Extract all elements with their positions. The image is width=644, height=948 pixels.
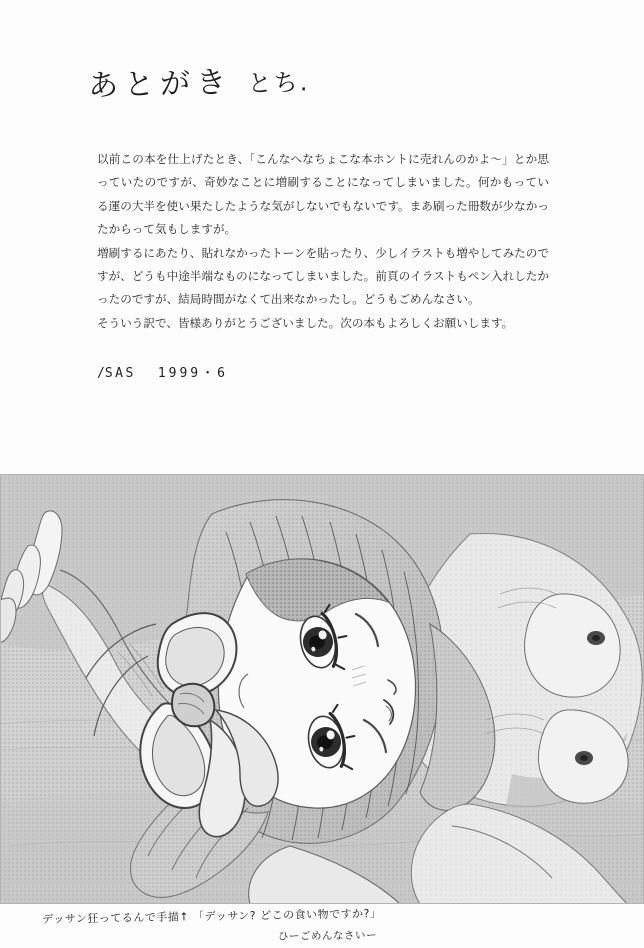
page-title-sub: とち. xyxy=(247,68,310,98)
signature-slash: / xyxy=(97,366,105,381)
signature-circle-name: SAS xyxy=(104,366,136,381)
afterword-paragraph-1: 以前この本を仕上げたとき、「こんなへなちょこな本ホントに売れんのかよ～」とか思っていたのですが、奇妙なことに増刷することになってしまいました。何かもっている運の大半を使い果たしたような気がしないでもないです。まあ刷った冊数が少なかったからって気もしますが。 xyxy=(97,152,549,237)
page-title-main: あとがき xyxy=(87,65,233,104)
afterword-text xyxy=(97,148,549,335)
signature-date: 1999・6 xyxy=(157,366,228,381)
illustration-caption-line-1 xyxy=(42,901,602,927)
afterword-paragraph-2: 増刷するにあたり、貼れなかったトーンを貼ったり、少しイラストも増やしてみたのですが、どうも中途半端なものになってしまいました。前頁のイラストもペン入れしたかったのですが、結局時間がなくて出来なかったし。どうもごめんなさい。 xyxy=(97,245,549,307)
page-title xyxy=(87,55,309,104)
caption-text-1: デッサン狂ってるんで手描↑ xyxy=(41,910,190,926)
caption-text-2: 「デッサン? どこの食い物ですか?」 xyxy=(192,906,382,924)
illustration-panel xyxy=(0,474,644,904)
illustration-caption-line-2: ひーごめんなさいー xyxy=(277,929,378,943)
signature-line xyxy=(97,362,228,381)
illustration-caption xyxy=(42,906,602,942)
afterword-paragraph-3: そういう訳で、皆様ありがとうございました。次の本もよろしくお願いします。 xyxy=(97,315,514,330)
illustration-artwork xyxy=(0,474,644,904)
